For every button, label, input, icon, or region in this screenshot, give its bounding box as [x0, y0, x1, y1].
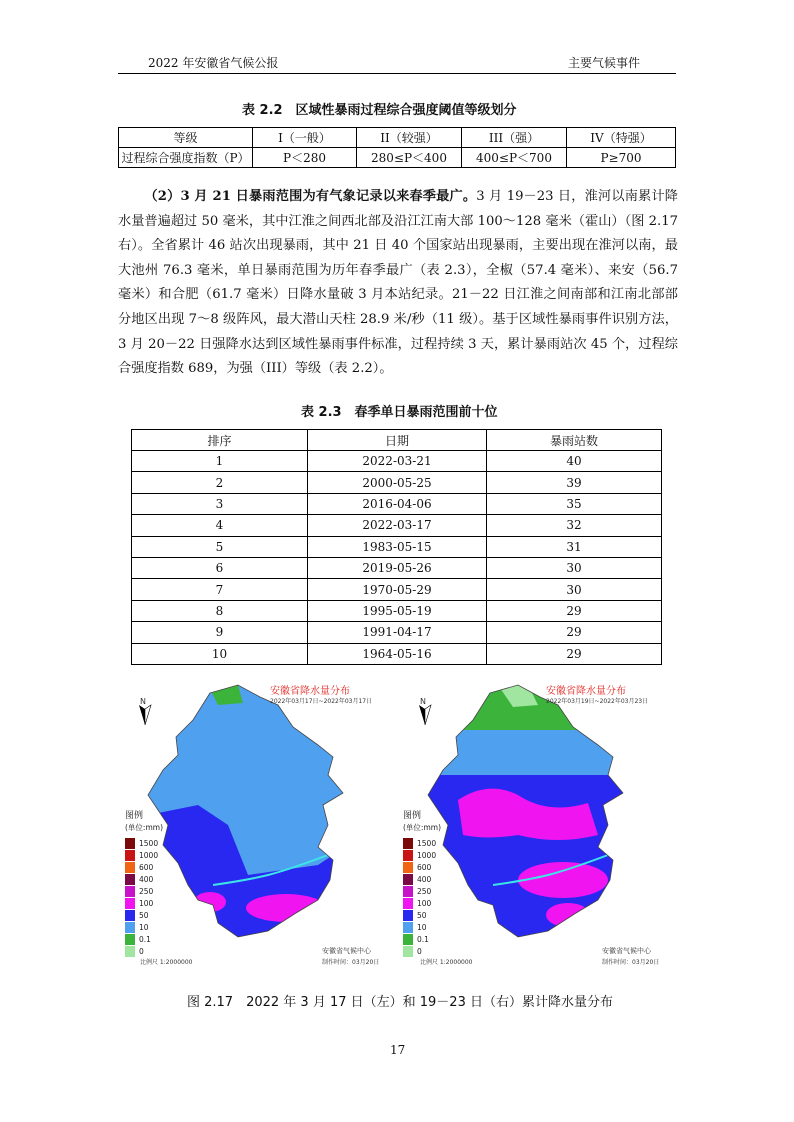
table-header-cell: 日期	[308, 430, 487, 451]
table-cell: 40	[487, 451, 662, 472]
table-2-2-data-row	[119, 148, 676, 168]
legend-label: 1000	[139, 851, 159, 860]
table-cell: 9	[132, 622, 308, 643]
north-arrow-icon	[419, 705, 425, 725]
map-right-made: 制作时间：03月20日	[602, 959, 660, 966]
table-header-cell: 暴雨站数	[487, 430, 662, 451]
legend-label: 0.1	[139, 935, 151, 944]
table-row	[132, 579, 662, 600]
map-left-title: 安徽省降水量分布	[270, 686, 350, 697]
table-cell: 1983-05-15	[308, 536, 487, 557]
legend-swatch	[403, 886, 413, 897]
table-cell: 8	[132, 600, 308, 621]
legend-swatch	[403, 874, 413, 885]
legend-label: 400	[139, 875, 154, 884]
table-cell: 2000-05-25	[308, 472, 487, 493]
legend-swatch	[403, 898, 413, 909]
legend-label: 250	[417, 887, 432, 896]
legend-label: 250	[139, 887, 154, 896]
map-left-made: 制作时间：03月20日	[322, 959, 380, 966]
legend-label: 600	[139, 863, 154, 872]
table-row	[132, 472, 662, 493]
table-2-3	[131, 429, 662, 665]
legend-swatch	[125, 910, 135, 921]
table-cell: 32	[487, 515, 662, 536]
legend-label: 1500	[417, 839, 437, 848]
table-row	[132, 493, 662, 514]
legend-label: 1500	[139, 839, 159, 848]
legend-swatch	[125, 898, 135, 909]
map-right-agency: 安徽省气候中心	[602, 947, 651, 955]
table-row	[132, 451, 662, 472]
map-left	[138, 675, 358, 945]
map-left-subtitle: 2022年03月17日~2022年03月17日	[270, 698, 373, 705]
table-row	[132, 622, 662, 643]
legend-label: 50	[417, 911, 427, 920]
map-right-scale: 比例尺 1:2000000	[420, 959, 473, 966]
legend-swatch	[403, 910, 413, 921]
map-left-north: N	[140, 697, 146, 706]
table-cell: 2022-03-17	[308, 515, 487, 536]
north-arrow-icon	[139, 705, 145, 725]
table-cell: 30	[487, 579, 662, 600]
legend-swatch	[403, 946, 413, 957]
table-cell: 2016-04-06	[308, 493, 487, 514]
figure-caption: 图 2.17 2022 年 3 月 17 日（左）和 19－23 日（右）累计降水量分布	[187, 995, 613, 1010]
legend-swatch	[403, 838, 413, 849]
map-right-legend	[403, 838, 443, 963]
map-right	[418, 675, 638, 945]
table-cell: 29	[487, 622, 662, 643]
legend-swatch	[125, 922, 135, 933]
table-cell: 3	[132, 493, 308, 514]
table-2-2-caption: 表 2.2 区域性暴雨过程综合强度阈值等级划分	[242, 103, 517, 118]
table-cell: IV（特强）	[567, 128, 676, 148]
table-cell: 30	[487, 557, 662, 578]
table-cell: III（强）	[462, 128, 567, 148]
table-cell: 2022-03-21	[308, 451, 487, 472]
map-right-subtitle: 2022年03月19日~2022年03月23日	[546, 698, 649, 705]
table-cell: 10	[132, 643, 308, 664]
table-cell: 31	[487, 536, 662, 557]
table-cell: 35	[487, 493, 662, 514]
north-arrow-icon	[145, 705, 151, 725]
legend-swatch	[125, 862, 135, 873]
map-left-legend	[125, 838, 165, 963]
table-2-3-body	[132, 451, 662, 665]
legend-swatch	[403, 934, 413, 945]
table-cell: II（较强）	[357, 128, 462, 148]
legend-label: 1000	[417, 851, 437, 860]
table-row	[132, 600, 662, 621]
header-rule	[118, 73, 676, 74]
legend-label: 50	[139, 911, 149, 920]
precipitation-maps	[118, 675, 678, 975]
legend-label: 400	[417, 875, 432, 884]
table-cell: 400≤P＜700	[462, 148, 567, 168]
legend-label: 0.1	[417, 935, 429, 944]
map-left-legend-unit: (单位:mm)	[125, 823, 163, 832]
table-cell: 39	[487, 472, 662, 493]
table-cell: P＜280	[253, 148, 357, 168]
table-cell: 4	[132, 515, 308, 536]
legend-label: 100	[139, 899, 154, 908]
map-left-agency: 安徽省气候中心	[322, 947, 371, 955]
table-cell: I（一般）	[253, 128, 357, 148]
legend-swatch	[125, 946, 135, 957]
map-left-scale: 比例尺 1:2000000	[140, 959, 193, 966]
table-2-2	[118, 127, 676, 168]
legend-swatch	[125, 886, 135, 897]
header-left: 2022 年安徽省气候公报	[148, 56, 279, 70]
header-right: 主要气候事件	[568, 56, 641, 70]
body-paragraph	[118, 185, 678, 382]
legend-label: 10	[417, 923, 427, 932]
legend-swatch	[403, 862, 413, 873]
table-cell: 29	[487, 600, 662, 621]
paragraph-heading: （2）3 月 21 日暴雨范围为有气象记录以来春季最广。	[144, 189, 477, 204]
map-right-legend-unit: (单位:mm)	[403, 823, 441, 832]
table-cell: 1964-05-16	[308, 643, 487, 664]
table-cell: 过程综合强度指数（P）	[119, 148, 253, 168]
map-left-legend-title: 图例	[125, 811, 144, 821]
table-cell: P≥700	[567, 148, 676, 168]
table-cell: 7	[132, 579, 308, 600]
table-2-3-caption: 表 2.3 春季单日暴雨范围前十位	[301, 405, 498, 420]
legend-label: 0	[417, 947, 422, 956]
table-cell: 2019-05-26	[308, 557, 487, 578]
legend-label: 10	[139, 923, 149, 932]
legend-swatch	[125, 934, 135, 945]
map-right-north: N	[420, 697, 426, 706]
table-cell: 等级	[119, 128, 253, 148]
table-2-3-header-row	[132, 430, 662, 451]
table-header-cell: 排序	[132, 430, 308, 451]
table-cell: 5	[132, 536, 308, 557]
table-2-2-header-row	[119, 128, 676, 148]
table-row	[132, 643, 662, 664]
table-cell: 6	[132, 557, 308, 578]
legend-swatch	[125, 874, 135, 885]
table-row	[132, 515, 662, 536]
legend-swatch	[125, 838, 135, 849]
legend-swatch	[125, 850, 135, 861]
table-cell: 2	[132, 472, 308, 493]
legend-label: 600	[417, 863, 432, 872]
table-cell: 1991-04-17	[308, 622, 487, 643]
north-arrow-icon	[425, 705, 431, 725]
table-row	[132, 557, 662, 578]
page-number: 17	[390, 1043, 406, 1057]
table-cell: 1	[132, 451, 308, 472]
paragraph-text: 3 月 19－23 日，淮河以南累计降水量普遍超过 50 毫米，其中江淮之间西北部及沿江江南大部 100～128 毫米（霍山）（图 2.17 右）。全省累计 46 站次出现暴雨，其中 21 日 40 个国家站出现暴雨，主要出现在淮河以南，最大池州 76.3 毫米，单日暴雨范围为历年春季最广（表 2.3），全椒（57.4 毫米）、来安（56.7 毫米）和合肥（61.7 毫米）日降水量破 3 月本站纪录。21－22 日江淮之间南部和江南北部部分地区出现 7～8 级阵风，最大潜山天柱 28.9 米/秒（11 级）。基于区域性暴雨事件识别方法，3 月 20－22 日强降水达到区域性暴雨事件标准，过程持续 3 天，累计暴雨站次 45 个，过程综合强度指数 689，为强（III）等级（表 2.2）。	[118, 189, 678, 377]
legend-swatch	[403, 850, 413, 861]
map-right-title: 安徽省降水量分布	[546, 686, 626, 697]
table-row	[132, 536, 662, 557]
legend-label: 100	[417, 899, 432, 908]
map-right-legend-title: 图例	[403, 811, 422, 821]
legend-swatch	[403, 922, 413, 933]
table-cell: 280≤P＜400	[357, 148, 462, 168]
legend-label: 0	[139, 947, 144, 956]
table-cell: 1970-05-29	[308, 579, 487, 600]
table-cell: 29	[487, 643, 662, 664]
table-cell: 1995-05-19	[308, 600, 487, 621]
